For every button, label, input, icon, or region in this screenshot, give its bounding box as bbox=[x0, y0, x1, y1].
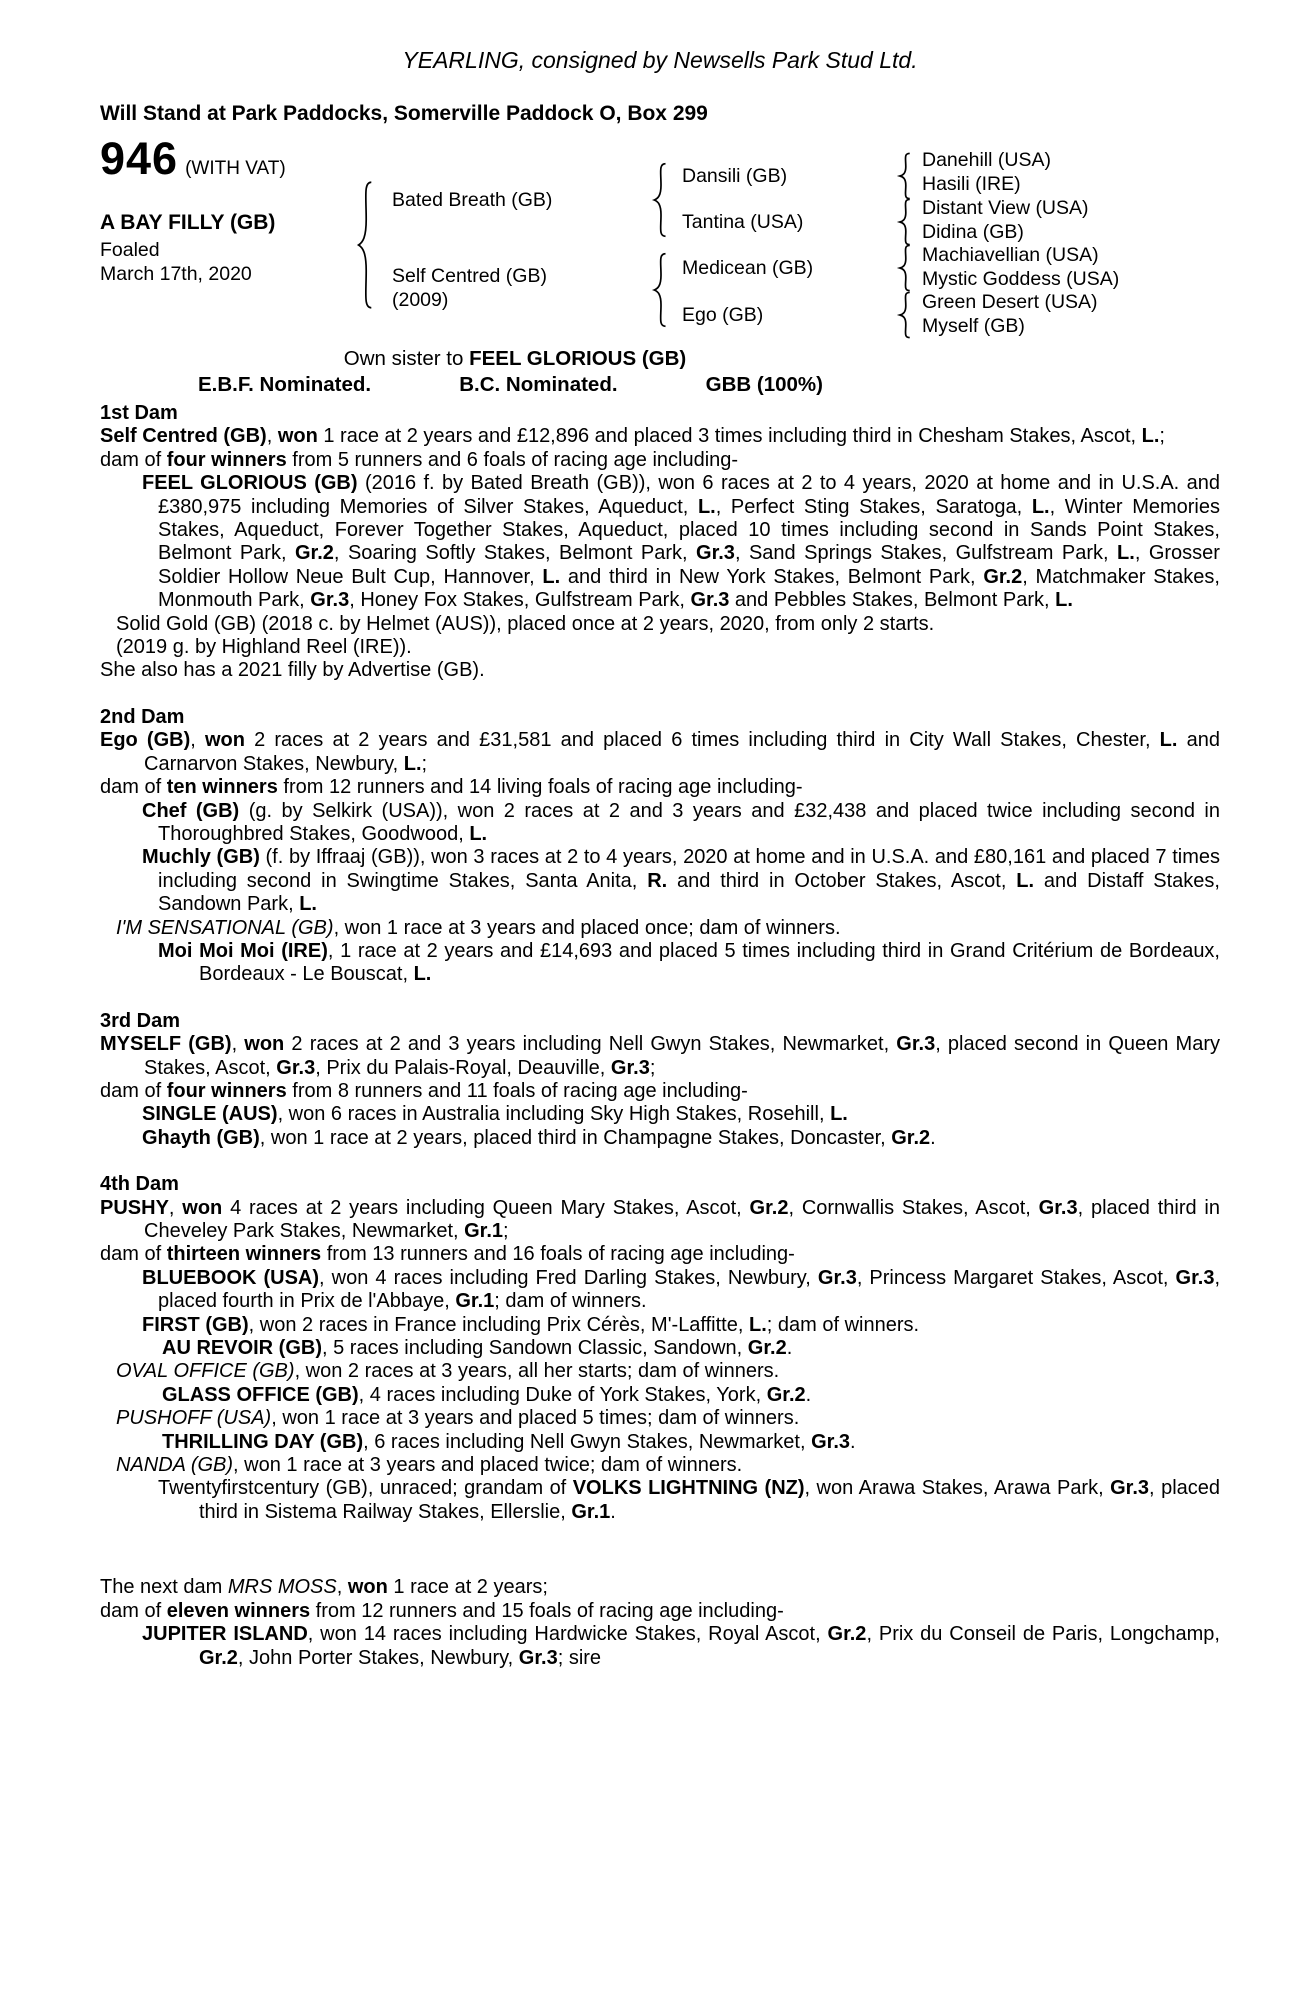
pedigree-gen3-name: Machiavellian (USA) bbox=[922, 244, 1099, 266]
text-segment: , won 2 races in France including Prix Cérès, M'-Laffitte, bbox=[248, 1313, 749, 1336]
text-segment: OVAL OFFICE (GB) bbox=[116, 1360, 295, 1383]
text-segment: 2 races at 2 and 3 years including Nell Gwyn Stakes, Newmarket, bbox=[284, 1033, 897, 1056]
text-segment: dam of bbox=[100, 448, 167, 471]
text-segment: L. bbox=[1159, 729, 1178, 752]
text-segment: (2016 f. by Bated Breath (GB)), won 6 races at 2 to 4 years, 2020 at home and in U.S.A. and £380,975 including Memories of Silver Stakes, Aqueduct, bbox=[158, 472, 1220, 518]
text-segment: , won 1 race at 2 years, placed third in Champagne Stakes, Doncaster, bbox=[259, 1126, 892, 1149]
catalog-paragraph bbox=[100, 1600, 1220, 1623]
text-segment: ; bbox=[503, 1220, 509, 1242]
text-segment: Gr.3 bbox=[696, 542, 735, 565]
text-segment: Gr.3 bbox=[811, 1430, 850, 1453]
text-segment: ; bbox=[649, 1056, 656, 1079]
text-segment: , won Arawa Stakes, Arawa Park, bbox=[804, 1477, 1111, 1500]
catalog-paragraph bbox=[100, 449, 1220, 472]
text-segment: MYSELF (GB) bbox=[100, 1033, 232, 1056]
text-segment: Gr.2 bbox=[747, 1337, 787, 1360]
nominations-line bbox=[198, 373, 823, 397]
text-segment: and third in New York Stakes, Belmont Park, bbox=[560, 565, 984, 588]
gbb-note: GBB (100%) bbox=[705, 373, 823, 396]
text-segment: NANDA (GB) bbox=[116, 1454, 234, 1477]
catalog-paragraph bbox=[100, 472, 1220, 612]
text-segment: I'M SENSATIONAL (GB) bbox=[116, 916, 334, 939]
catalog-paragraph bbox=[100, 613, 1220, 636]
text-segment: , won 1 race at 3 years and placed once; dam of winners. bbox=[333, 916, 841, 939]
text-segment: Chef (GB) bbox=[142, 799, 240, 822]
text-segment: Gr.3 bbox=[276, 1056, 316, 1079]
text-segment: JUPITER ISLAND bbox=[142, 1623, 308, 1646]
catalog-paragraph bbox=[100, 1407, 1220, 1430]
text-segment: , bbox=[336, 1576, 348, 1599]
catalog-paragraph bbox=[100, 1080, 1220, 1103]
text-segment: L. bbox=[697, 495, 716, 518]
vat-note: (WITH VAT) bbox=[185, 158, 286, 179]
text-segment: MRS MOSS bbox=[227, 1576, 337, 1599]
text-segment: , won 2 races at 3 years, all her starts; dam of winners. bbox=[294, 1360, 780, 1383]
dam-sections bbox=[100, 402, 1220, 1670]
text-segment: The next dam bbox=[100, 1576, 228, 1599]
brace-icon bbox=[652, 253, 667, 327]
text-segment: . bbox=[805, 1383, 812, 1406]
dam-section bbox=[100, 1173, 1220, 1524]
catalog-paragraph bbox=[100, 1454, 1220, 1477]
catalog-paragraph bbox=[100, 1314, 1220, 1337]
brace-icon bbox=[898, 292, 911, 338]
text-segment: L. bbox=[1117, 542, 1135, 565]
text-segment: . bbox=[930, 1126, 936, 1149]
text-segment: won bbox=[182, 1196, 223, 1219]
text-segment: and Pebbles Stakes, Belmont Park, bbox=[729, 589, 1056, 612]
text-segment: Gr.3 bbox=[310, 589, 350, 612]
catalog-paragraph bbox=[100, 1337, 1220, 1360]
catalog-paragraph bbox=[100, 1103, 1220, 1126]
foaled-date: March 17th, 2020 bbox=[100, 263, 252, 285]
text-segment: , bbox=[168, 1196, 183, 1219]
pedigree-gen3-name: Green Desert (USA) bbox=[922, 291, 1098, 313]
text-segment: , won 14 races including Hardwicke Stakes, Royal Ascot, bbox=[307, 1623, 828, 1646]
text-segment: Gr.1 bbox=[464, 1220, 504, 1242]
stand-location-line: Will Stand at Park Paddocks, Somerville Paddock O, Box 299 bbox=[100, 102, 708, 125]
text-segment: L. bbox=[403, 752, 422, 775]
text-segment: eleven winners bbox=[166, 1599, 311, 1622]
text-segment: from 13 runners and 16 foals of racing age including- bbox=[321, 1243, 795, 1266]
text-segment: Gr.2 bbox=[827, 1623, 867, 1646]
text-segment: . bbox=[786, 1337, 793, 1360]
text-segment: BLUEBOOK (USA) bbox=[142, 1266, 320, 1289]
text-segment: GLASS OFFICE (GB) bbox=[162, 1383, 359, 1406]
text-segment: She also has a 2021 filly by Advertise (GB). bbox=[100, 659, 485, 682]
text-segment: , 5 races including Sandown Classic, Sandown, bbox=[322, 1337, 748, 1360]
text-segment: (g. by Selkirk (USA)), won 2 races at 2 and 3 years and £32,438 and placed twice including second in Thoroughbred Stakes, Goodwood, bbox=[158, 799, 1220, 845]
text-segment: Gr.3 bbox=[896, 1033, 936, 1056]
text-segment: . bbox=[850, 1430, 856, 1453]
brace-icon bbox=[898, 153, 911, 199]
pedigree-gen3-name: Danehill (USA) bbox=[922, 149, 1051, 171]
pedigree-tree bbox=[100, 133, 1220, 345]
own-sister-name: FEEL GLORIOUS (GB) bbox=[469, 347, 687, 370]
text-segment: , Grosser Soldier Hollow Neue Bult Cup, Hannover, bbox=[158, 542, 1220, 588]
text-segment: Gr.3 bbox=[817, 1266, 857, 1289]
text-segment: Gr.3 bbox=[1038, 1196, 1078, 1219]
text-segment: L. bbox=[542, 565, 561, 588]
text-segment: ; bbox=[1159, 425, 1165, 448]
section-heading: 4th Dam bbox=[100, 1173, 179, 1196]
catalog-paragraph bbox=[100, 846, 1220, 916]
text-segment: , won 4 races including Fred Darling Stakes, Newbury, bbox=[319, 1266, 818, 1289]
catalog-paragraph bbox=[100, 1033, 1220, 1080]
pedigree-gen2-name: Tantina (USA) bbox=[682, 211, 804, 233]
text-segment: Gr.3 bbox=[1110, 1477, 1150, 1500]
text-segment: from 12 runners and 15 foals of racing age including- bbox=[310, 1599, 784, 1622]
catalog-paragraph bbox=[100, 729, 1220, 776]
section-heading: 1st Dam bbox=[100, 402, 178, 424]
text-segment: Twentyfirstcentury (GB), unraced; grandam of bbox=[158, 1477, 573, 1500]
catalog-paragraph bbox=[100, 1477, 1220, 1524]
text-segment: 4 races at 2 years including Queen Mary Stakes, Ascot, bbox=[222, 1196, 750, 1219]
text-segment: 2 races at 2 years and £31,581 and placed 6 times including third in City Wall Stakes, Chester, bbox=[244, 729, 1160, 752]
text-segment: Gr.2 bbox=[891, 1126, 931, 1149]
text-segment: , Perfect Sting Stakes, Saratoga, bbox=[715, 495, 1032, 518]
text-segment: Self Centred (GB) bbox=[100, 425, 267, 448]
text-segment: THRILLING DAY (GB) bbox=[162, 1430, 364, 1453]
text-segment: , Matchmaker Stakes, Monmouth Park, bbox=[158, 565, 1220, 612]
pedigree-gen3-name: Didina (GB) bbox=[922, 221, 1024, 243]
text-segment: won bbox=[244, 1033, 285, 1056]
catalog-paragraph bbox=[100, 425, 1220, 448]
text-segment: ; dam of winners. bbox=[766, 1313, 920, 1336]
text-segment: Gr.3 bbox=[690, 589, 730, 612]
text-segment: and Distaff Stakes, Sandown Park, bbox=[158, 869, 1220, 916]
catalog-paragraph bbox=[100, 940, 1220, 987]
dam-section bbox=[100, 402, 1220, 683]
text-segment: , won 1 race at 3 years and placed 5 times; dam of winners. bbox=[271, 1407, 800, 1430]
pedigree-gen3-name: Myself (GB) bbox=[922, 315, 1025, 337]
text-segment: Gr.1 bbox=[571, 1500, 611, 1523]
catalog-paragraph bbox=[100, 1127, 1220, 1150]
text-segment: Muchly (GB) bbox=[142, 846, 260, 869]
catalog-paragraph bbox=[100, 636, 1220, 659]
catalog-paragraph bbox=[100, 1197, 1220, 1244]
catalog-paragraph bbox=[100, 776, 1220, 799]
pedigree-gen3-name: Hasili (IRE) bbox=[922, 173, 1021, 195]
horse-name: A BAY FILLY (GB) bbox=[100, 211, 276, 234]
catalog-paragraph bbox=[100, 917, 1220, 940]
foaled-label: Foaled bbox=[100, 239, 160, 261]
text-segment: L. bbox=[413, 963, 432, 986]
text-segment: , Honey Fox Stakes, Gulfstream Park, bbox=[349, 589, 691, 612]
text-segment: (f. by Iffraaj (GB)), won 3 races at 2 to 4 years, 2020 at home and in U.S.A. and £80,161 and placed 7 times including second in Swingtime Stakes, Santa Anita, bbox=[158, 846, 1220, 892]
text-segment: L. bbox=[299, 893, 317, 916]
text-segment: Gr.2 bbox=[749, 1196, 789, 1219]
text-segment: from 8 runners and 11 foals of racing age including- bbox=[286, 1079, 748, 1102]
text-segment: L. bbox=[830, 1103, 848, 1126]
text-segment: Gr.2 bbox=[199, 1646, 238, 1669]
brace-icon bbox=[652, 163, 667, 237]
section-heading: 3rd Dam bbox=[100, 1009, 181, 1032]
brace-icon bbox=[356, 181, 373, 309]
text-segment: . bbox=[610, 1500, 616, 1523]
ebf-nomination: E.B.F. Nominated. bbox=[198, 373, 372, 396]
text-segment: , won 1 race at 3 years and placed twice; dam of winners. bbox=[233, 1454, 743, 1477]
text-segment: and third in October Stakes, Ascot, bbox=[667, 869, 1017, 892]
lot-number: 946 bbox=[100, 133, 179, 184]
text-segment: L. bbox=[1055, 589, 1073, 612]
pedigree-gen2-name: Ego (GB) bbox=[682, 304, 764, 326]
text-segment: dam of bbox=[100, 1599, 167, 1622]
text-segment: dam of bbox=[100, 776, 167, 799]
catalog-paragraph bbox=[100, 1243, 1220, 1266]
catalog-paragraph bbox=[100, 1431, 1220, 1454]
pedigree-dam: Self Centred (GB) bbox=[392, 265, 547, 287]
text-segment: and Carnarvon Stakes, Newbury, bbox=[144, 729, 1220, 775]
text-segment: Gr.1 bbox=[455, 1290, 495, 1313]
text-segment: , Cornwallis Stakes, Ascot, bbox=[788, 1196, 1039, 1219]
text-segment: Gr.3 bbox=[610, 1056, 650, 1079]
text-segment: , placed fourth in Prix de l'Abbaye, bbox=[158, 1266, 1221, 1313]
text-segment: from 12 runners and 14 living foals of racing age including- bbox=[277, 776, 803, 799]
text-segment: L. bbox=[1031, 495, 1050, 518]
text-segment: , Prix du Palais-Royal, Deauville, bbox=[315, 1056, 611, 1079]
text-segment: 1 race at 2 years and £12,896 and placed 3 times including third in Chesham Stakes, Ascot, bbox=[317, 425, 1142, 448]
pedigree-gen2-name: Medicean (GB) bbox=[682, 257, 814, 279]
text-segment: PUSHOFF (USA) bbox=[116, 1407, 272, 1430]
text-segment: , bbox=[266, 425, 278, 448]
pedigree-gen3-name: Mystic Goddess (USA) bbox=[922, 268, 1120, 290]
catalog-paragraph bbox=[100, 800, 1220, 847]
own-sister-prefix: Own sister to bbox=[343, 347, 470, 370]
text-segment: FEEL GLORIOUS (GB) bbox=[142, 472, 358, 495]
text-segment: thirteen winners bbox=[166, 1243, 322, 1266]
consignor-line: YEARLING, consigned by Newsells Park Stud Ltd. bbox=[402, 47, 918, 73]
text-segment: , Princess Margaret Stakes, Ascot, bbox=[856, 1266, 1176, 1289]
text-segment: 1 race at 2 years; bbox=[387, 1576, 548, 1599]
text-segment: dam of bbox=[100, 1079, 167, 1102]
text-segment: , Prix du Conseil de Paris, Longchamp, bbox=[866, 1623, 1220, 1646]
text-segment: , 6 races including Nell Gwyn Stakes, Newmarket, bbox=[363, 1430, 812, 1453]
text-segment: ; dam of winners. bbox=[494, 1290, 647, 1313]
brace-icon bbox=[898, 245, 911, 291]
bc-nomination: B.C. Nominated. bbox=[459, 373, 618, 396]
catalog-paragraph bbox=[100, 1576, 1220, 1599]
pedigree-gen3-name: Distant View (USA) bbox=[922, 197, 1089, 219]
text-segment: Ego (GB) bbox=[100, 729, 191, 752]
text-segment: , won 6 races in Australia including Sky High Stakes, Rosehill, bbox=[277, 1103, 831, 1126]
text-segment: won bbox=[347, 1576, 388, 1599]
text-segment: Gr.2 bbox=[983, 565, 1023, 588]
text-segment: PUSHY bbox=[100, 1196, 169, 1219]
pedigree-dam-year: (2009) bbox=[392, 289, 449, 311]
catalog-paragraph bbox=[100, 659, 1220, 682]
text-segment: L. bbox=[748, 1313, 767, 1336]
text-segment: Gr.2 bbox=[295, 542, 334, 565]
text-segment: , 4 races including Duke of York Stakes, York, bbox=[358, 1383, 767, 1406]
text-segment: dam of bbox=[100, 1243, 167, 1266]
text-segment: VOLKS LIGHTNING (NZ) bbox=[572, 1477, 805, 1500]
text-segment: L. bbox=[469, 822, 488, 845]
text-segment: Gr.3 bbox=[1175, 1266, 1215, 1289]
text-segment: , bbox=[231, 1033, 245, 1056]
dam-section bbox=[100, 706, 1220, 987]
text-segment: Solid Gold (GB) (2018 c. by Helmet (AUS)), placed once at 2 years, 2020, from only 2 starts. bbox=[116, 612, 935, 635]
text-segment: (2019 g. by Highland Reel (IRE)). bbox=[116, 636, 412, 659]
dam-section bbox=[100, 1010, 1220, 1150]
text-segment: L. bbox=[1141, 425, 1160, 448]
text-segment: Gr.2 bbox=[766, 1383, 806, 1406]
brace-icon bbox=[898, 199, 911, 245]
text-segment: , bbox=[190, 729, 205, 752]
text-segment: , Sand Springs Stakes, Gulfstream Park, bbox=[734, 542, 1118, 565]
text-segment: , Winter Memories Stakes, Aqueduct, Forever Together Stakes, Aqueduct, placed 10 times including second in Sands Point Stakes, Belmont Park, bbox=[158, 495, 1220, 565]
catalog-paragraph bbox=[100, 1360, 1220, 1383]
text-segment: , placed third in Sistema Railway Stakes, Ellerslie, bbox=[199, 1477, 1221, 1523]
catalog-paragraph bbox=[100, 1267, 1220, 1314]
text-segment: , Soaring Softly Stakes, Belmont Park, bbox=[333, 542, 697, 565]
text-segment: SINGLE (AUS) bbox=[142, 1103, 278, 1126]
text-segment: AU REVOIR (GB) bbox=[162, 1337, 322, 1360]
text-segment: , placed second in Queen Mary Stakes, Ascot, bbox=[144, 1033, 1220, 1079]
catalog-paragraph bbox=[100, 1384, 1220, 1407]
text-segment: ; sire bbox=[557, 1646, 602, 1669]
text-segment: won bbox=[204, 729, 245, 752]
pedigree-gen2-name: Dansili (GB) bbox=[682, 165, 788, 187]
dam-section bbox=[100, 1576, 1220, 1670]
lot-line bbox=[100, 133, 286, 184]
section-heading: 2nd Dam bbox=[100, 705, 185, 728]
catalog-paragraph bbox=[100, 1623, 1220, 1670]
text-segment: , 1 race at 2 years and £14,693 and placed 5 times including third in Grand Critérium de Bordeaux, Bordeaux - Le Bouscat, bbox=[199, 939, 1220, 986]
text-segment: from 5 runners and 6 foals of racing age including- bbox=[286, 448, 739, 471]
text-segment: won bbox=[277, 425, 318, 448]
text-segment: four winners bbox=[166, 448, 287, 471]
pedigree-sire: Bated Breath (GB) bbox=[392, 189, 553, 211]
text-segment: , John Porter Stakes, Newbury, bbox=[237, 1646, 519, 1669]
text-segment: four winners bbox=[166, 1079, 287, 1102]
text-segment: Moi Moi Moi (IRE) bbox=[158, 939, 328, 962]
text-segment: Ghayth (GB) bbox=[142, 1126, 260, 1149]
text-segment: Gr.3 bbox=[518, 1646, 558, 1669]
text-segment: , placed third in Cheveley Park Stakes, Newmarket, bbox=[144, 1196, 1220, 1242]
text-segment: FIRST (GB) bbox=[142, 1313, 249, 1336]
text-segment: ; bbox=[421, 752, 428, 775]
text-segment: R. bbox=[647, 869, 668, 892]
own-sister-line bbox=[100, 347, 930, 371]
text-segment: L. bbox=[1016, 869, 1035, 892]
text-segment: ten winners bbox=[166, 776, 278, 799]
